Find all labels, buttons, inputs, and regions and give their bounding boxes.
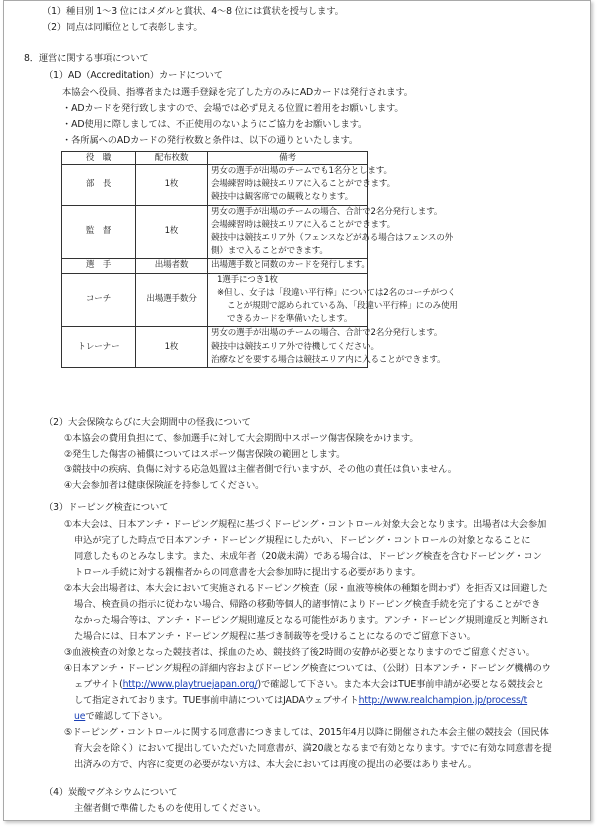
ad-bullet-3: ・各所属へのADカードの発行枚数と条件は、以下の通りといたします。 <box>62 135 359 146</box>
notes-cell <box>208 259 368 273</box>
doping-item-4-line: ④日本アンチ・ドーピング規程の詳細内容およびドーピング検査については、（公財）日本アンチ・ドーピング機構のウ <box>64 663 551 674</box>
count-cell: 出場選手数分 <box>136 273 208 327</box>
notes-cell <box>208 205 454 259</box>
ad-card-heading: （1）AD（Accreditation）カードについて <box>44 70 223 81</box>
table-row <box>62 165 368 206</box>
note-line: 1選手につき1枚 <box>217 274 278 285</box>
doping-item-4-line <box>74 711 168 723</box>
doping-item-1-line: 申込が完了した時点で日本アンチ・ドーピング規程にしたがい、ドーピング・コントロールの対象となることに <box>74 535 531 546</box>
header-notes: 備考 <box>208 152 368 165</box>
doping-item-1-line: トロール手続に対する親権者からの同意書を大会参加時に提出する必要があります。 <box>74 567 421 578</box>
note-line: 競技中は競技エリア外（フェンスなどがある場合はフェンスの外 <box>211 233 454 244</box>
ad-bullet-2: ・AD使用に際しましては、不正使用のないようにご協力をお願いします。 <box>62 119 368 130</box>
text-fragment: ェブサイト( <box>74 679 123 690</box>
header-role: 役 職 <box>62 152 136 165</box>
table-row <box>62 273 368 327</box>
text-fragment: )で確認して下さい。また本大会はTUE事前申請が必要となる競技会と <box>257 679 545 690</box>
note-line: 男女の選手が出場のチームの場合、合計で2名分発行します。 <box>211 328 443 339</box>
insurance-item-1: ①本協会の費用負担にて、参加選手に対して大会期間中スポーツ傷害保険をかけます。 <box>64 433 419 444</box>
note-line: 治療などを要する場合は競技エリア内に入ることができます。 <box>211 354 446 365</box>
header-count: 配布枚数 <box>136 152 208 165</box>
doping-item-4-line <box>74 695 527 707</box>
note-line: 男女の選手が出場のチームでも1名分とします。 <box>211 166 392 176</box>
doping-item-1-line: 同意したものとみなします。また、未成年者（20歳未満）である場合は、ドーピング検査を含むドーピング・コン <box>74 551 542 562</box>
table-header-row <box>62 152 368 165</box>
ad-card-table <box>61 151 458 368</box>
doping-item-1-line: ①本大会は、日本アンチ・ドーピング規程に基づくドーピング・コントロール対象大会となります。出場者は大会参加 <box>64 519 547 530</box>
playtruejapan-link[interactable]: http://www.playtruejapan.org/ <box>122 679 258 690</box>
section-8-title: 8．運営に関する事項について <box>24 53 149 64</box>
insurance-item-2: ②発生した傷害の補償についてはスポーツ傷害保険の範囲とします。 <box>64 449 346 460</box>
note-line: ことが規則で認められている為、「段違い平行棒」にのみ使用 <box>227 301 458 312</box>
doping-item-2-line: ②本大会出場者は、本大会において実施されるドーピング検査（尿・血液等検体の種類を問わず）を拒否又は回避した <box>64 583 548 594</box>
magnesium-text: 主催者側で準備したものを使用してください。 <box>74 803 267 814</box>
ad-bullet-1: ・ADカードを発行致しますので、会場では必ず見える位置に着用をお願いします。 <box>62 103 404 114</box>
note-line: 男女の選手が出場のチームの場合、合計で2名分発行します。 <box>211 206 443 217</box>
role-cell: 部 長 <box>62 165 136 206</box>
magnesium-heading: （4）炭酸マグネシウムについて <box>44 787 178 798</box>
insurance-item-4: ④大会参加者は健康保険証を持参してください。 <box>64 480 265 491</box>
doping-item-2-line: た場合には、日本アンチ・ドーピング規程に基づき制裁等を受けることになるのでご留意下さい。 <box>74 631 476 642</box>
realchampion-link[interactable]: http://www.realchampion.jp/process/t <box>358 695 528 706</box>
table-row <box>62 259 368 273</box>
insurance-heading: （2）大会保険ならびに大会期間中の怪我について <box>44 417 251 428</box>
doping-item-2-line: 場合、検査員の指示に従わない場合、帰路の移動等個人的諸事情によりドーピング検査手続を完了することができ <box>74 599 541 610</box>
text-fragment: して指定されております。TUE事前申請についてはJADAウェブサイト <box>74 695 359 706</box>
note-line: 会場練習時は競技エリアに入ることができます。 <box>211 219 395 230</box>
doping-item-5-line: ⑤ドーピング・コントロールに関する同意書につきましては、2015年4月以降に開催された本会主催の競技会（国民体 <box>64 727 549 738</box>
count-cell: 1枚 <box>136 327 208 368</box>
note-line: 側）まで入ることができます。 <box>211 246 328 257</box>
awards-line-2: （2）同点は同順位として表彰します。 <box>42 22 203 33</box>
role-cell: 選 手 <box>62 259 136 273</box>
role-cell: トレーナー <box>62 327 136 368</box>
table-row <box>62 205 368 259</box>
text-fragment: で確認して下さい。 <box>85 711 168 722</box>
count-cell: 1枚 <box>136 205 208 259</box>
note-line: ※但し、女子は「段違い平行棒」については2名のコーチがつく <box>217 287 456 298</box>
count-cell: 出場者数 <box>136 259 208 273</box>
ad-card-intro: 本協会へ役員、指導者または選手登録を完了した方のみにADカードは発行されます。 <box>62 87 413 98</box>
awards-line-1: （1）種目別 1～3 位にはメダルと賞状、4～8 位には賞状を授与します。 <box>42 6 344 17</box>
insurance-item-3: ③競技中の疾病、負傷に対する応急処置は主催者側で行いますが、その他の責任は負いません。 <box>64 464 457 475</box>
count-cell: 1枚 <box>136 165 208 206</box>
note-line: 競技中は競技エリア外で待機してください。 <box>211 341 379 352</box>
note-line: できるカードを準備いたします。 <box>227 314 353 325</box>
doping-item-4-line <box>74 679 544 691</box>
notes-cell <box>208 165 395 206</box>
doping-item-5-line: 出済みの方で、内容に変更の必要がない方は、本大会においては再度の提出の必要はありません。 <box>74 759 477 770</box>
note-line: 出場選手数と同数のカードを発行します。 <box>211 260 370 271</box>
notes-cell <box>208 327 446 368</box>
note-line: 会場練習時は競技エリアに入ることができます。 <box>211 179 395 190</box>
realchampion-link-continued[interactable]: ue <box>74 711 86 722</box>
document-page <box>3 0 591 821</box>
note-line: 競技中は観客席での観戦となります。 <box>211 192 354 203</box>
doping-item-3: ③血液検査の対象となった競技者は、採血のため、競技終了後2時間の安静が必要となりますのでご留意ください。 <box>64 647 535 658</box>
doping-item-5-line: 育大会を除く）において提出していただいた同意書が、満20歳となるまで有効となります。すでに有効な同意書を提 <box>74 743 552 754</box>
role-cell: 監 督 <box>62 205 136 259</box>
doping-item-2-line: なかった場合等は、アンチ・ドーピング規則違反となる可能性があります。アンチ・ドーピング規則違反と判断され <box>74 615 548 626</box>
doping-heading: （3）ドーピング検査について <box>44 502 169 513</box>
table-row <box>62 327 368 368</box>
notes-cell <box>208 273 458 327</box>
role-cell: コーチ <box>62 273 136 327</box>
